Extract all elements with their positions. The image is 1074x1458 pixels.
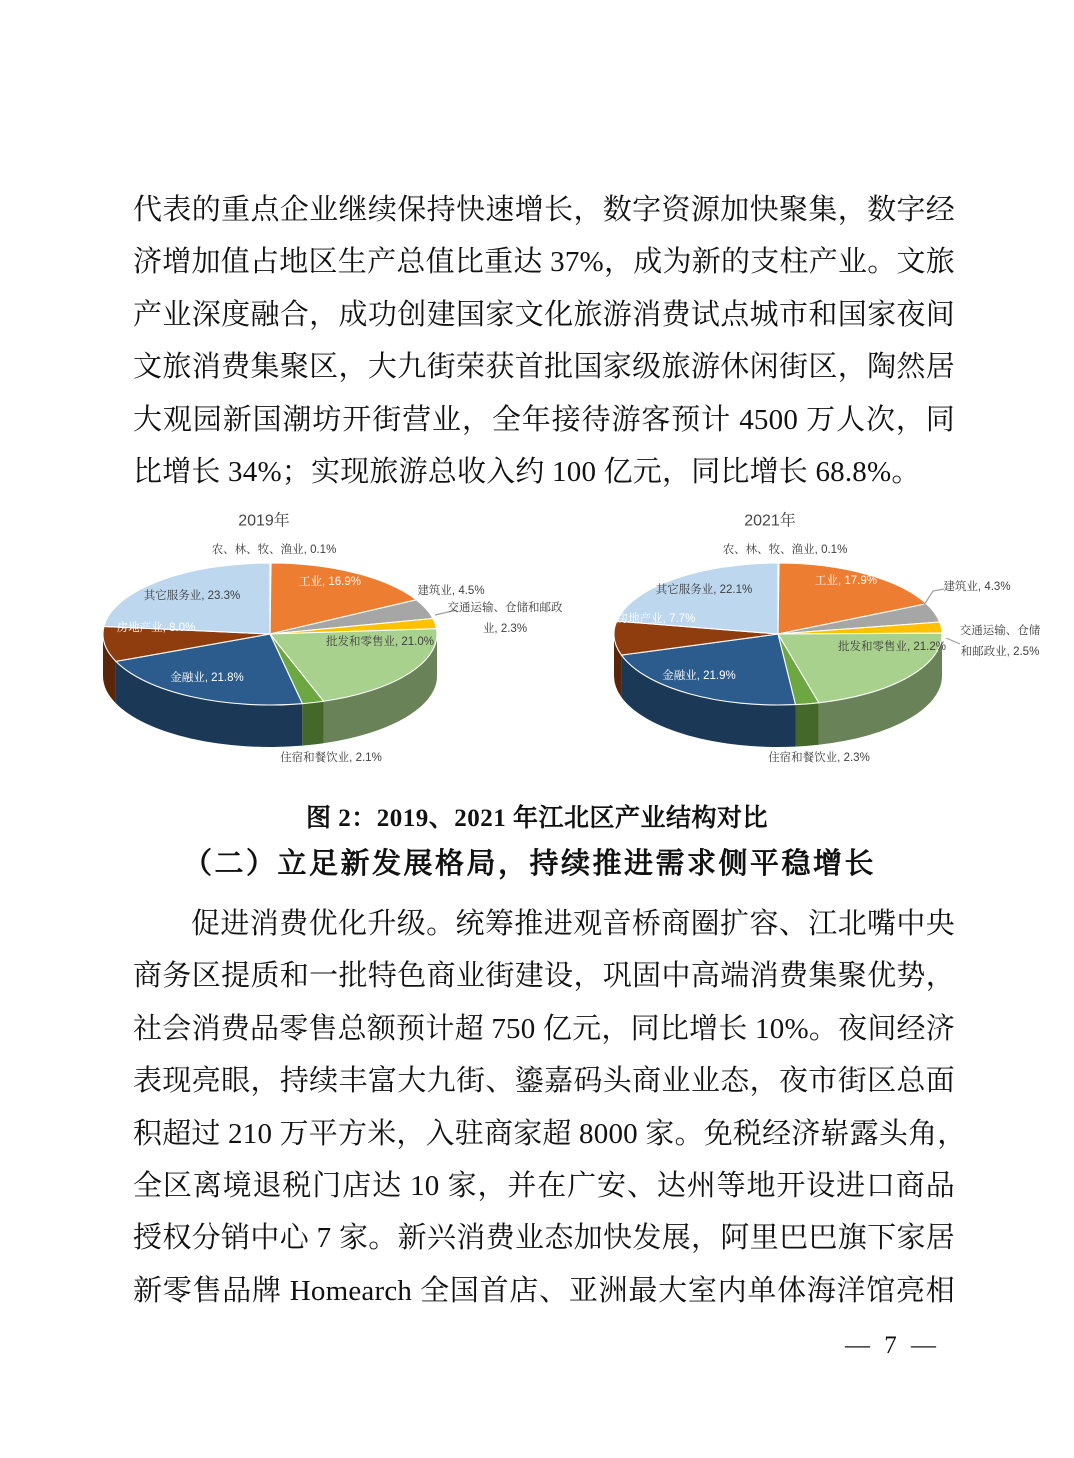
pie-svg — [95, 505, 575, 805]
pie-data-label: 农、林、牧、渔业, 0.1% — [211, 544, 337, 556]
text-line: 产业深度融合，成功创建国家文化旅游消费试点城市和国家夜间 — [133, 298, 955, 331]
paragraph-top — [133, 184, 955, 498]
text-line: 社会消费品零售总额预计超 750 亿元，同比增长 10%。夜间经济 — [133, 1012, 955, 1045]
label-leader-line — [924, 589, 944, 605]
pie-data-label: 交通运输、仓储和邮政 — [447, 602, 563, 614]
text-line: 济增加值占地区生产总值比重达 37%，成为新的支柱产业。文旅 — [133, 246, 955, 279]
pie-data-label: 房地产业, 8.0% — [116, 622, 196, 634]
pie-data-label: 住宿和餐饮业, 2.1% — [280, 752, 382, 764]
pie-chart-2019 — [95, 505, 575, 805]
pie-slice-side — [302, 701, 323, 745]
text-line: 表现亮眼，持续丰富大九街、鎏嘉码头商业业态，夜市街区总面 — [133, 1065, 955, 1098]
pie-data-label: 和邮政业, 2.5% — [960, 646, 1040, 658]
label-leader-line — [946, 638, 960, 644]
text-line: 积超过 210 万平方米，入驻商家超 8000 家。免税经济崭露头角， — [133, 1117, 967, 1150]
pie-data-label: 住宿和餐饮业, 2.3% — [768, 752, 870, 764]
pie-data-label: 交通运输、仓储 — [959, 625, 1041, 637]
page-number: — 7 — — [845, 1332, 940, 1359]
pie-data-label: 金融业, 21.9% — [662, 670, 736, 682]
pie-data-label: 房地产业, 7.7% — [616, 613, 696, 625]
pie-chart-title: 2021年 — [744, 512, 796, 530]
pie-data-label: 建筑业, 4.5% — [417, 585, 485, 597]
section-heading: （二）立足新发展格局，持续推进需求侧平稳增长 — [183, 848, 877, 880]
text-line: 代表的重点企业继续保持快速增长，数字资源加快聚集，数字经 — [133, 194, 955, 226]
pie-chart-2021 — [594, 505, 1074, 805]
pie-data-label: 农、林、牧、渔业, 0.1% — [722, 544, 848, 556]
text-line: 授权分销中心 7 家。新兴消费业态加快发展，阿里巴巴旗下家居 — [133, 1222, 955, 1255]
pie-data-label: 工业, 16.9% — [299, 576, 361, 588]
pie-data-label: 业, 2.3% — [482, 623, 528, 635]
pie-data-label: 金融业, 21.8% — [170, 672, 244, 684]
figure-caption: 图 2：2019、2021 年江北区产业结构对比 — [305, 805, 768, 832]
pie-chart-title: 2019年 — [238, 512, 290, 530]
text-line: 文旅消费集聚区，大九街荣获首批国家级旅游休闲街区，陶然居 — [133, 351, 955, 384]
pie-data-label: 其它服务业, 22.1% — [655, 584, 753, 596]
text-line: 大观园新国潮坊开街营业，全年接待游客预计 4500 万人次，同 — [133, 403, 955, 436]
text-line: 全区离境退税门店达 10 家，并在广安、达州等地开设进口商品 — [133, 1169, 955, 1202]
paragraph-bottom — [133, 898, 967, 1317]
pie-svg — [594, 505, 1074, 805]
pie-data-label: 批发和零售业, 21.0% — [326, 636, 434, 648]
pie-data-label: 其它服务业, 23.3% — [143, 590, 241, 602]
pie-data-label: 批发和零售业, 21.2% — [838, 641, 946, 653]
text-line: 促进消费优化升级。统筹推进观音桥商圈扩容、江北嘴中央 — [191, 908, 955, 940]
text-line: 新零售品牌 Homearch 全国首店、亚洲最大室内单体海洋馆亮相 — [133, 1274, 955, 1307]
pie-slice-side — [795, 703, 818, 747]
pie-data-label: 建筑业, 4.3% — [943, 581, 1011, 593]
text-line: 比增长 34%；实现旅游总收入约 100 亿元，同比增长 68.8%。 — [133, 455, 921, 488]
text-line: 商务区提质和一批特色商业街建设，巩固中高端消费集聚优势， — [133, 960, 955, 993]
pie-data-label: 工业, 17.9% — [815, 575, 877, 587]
